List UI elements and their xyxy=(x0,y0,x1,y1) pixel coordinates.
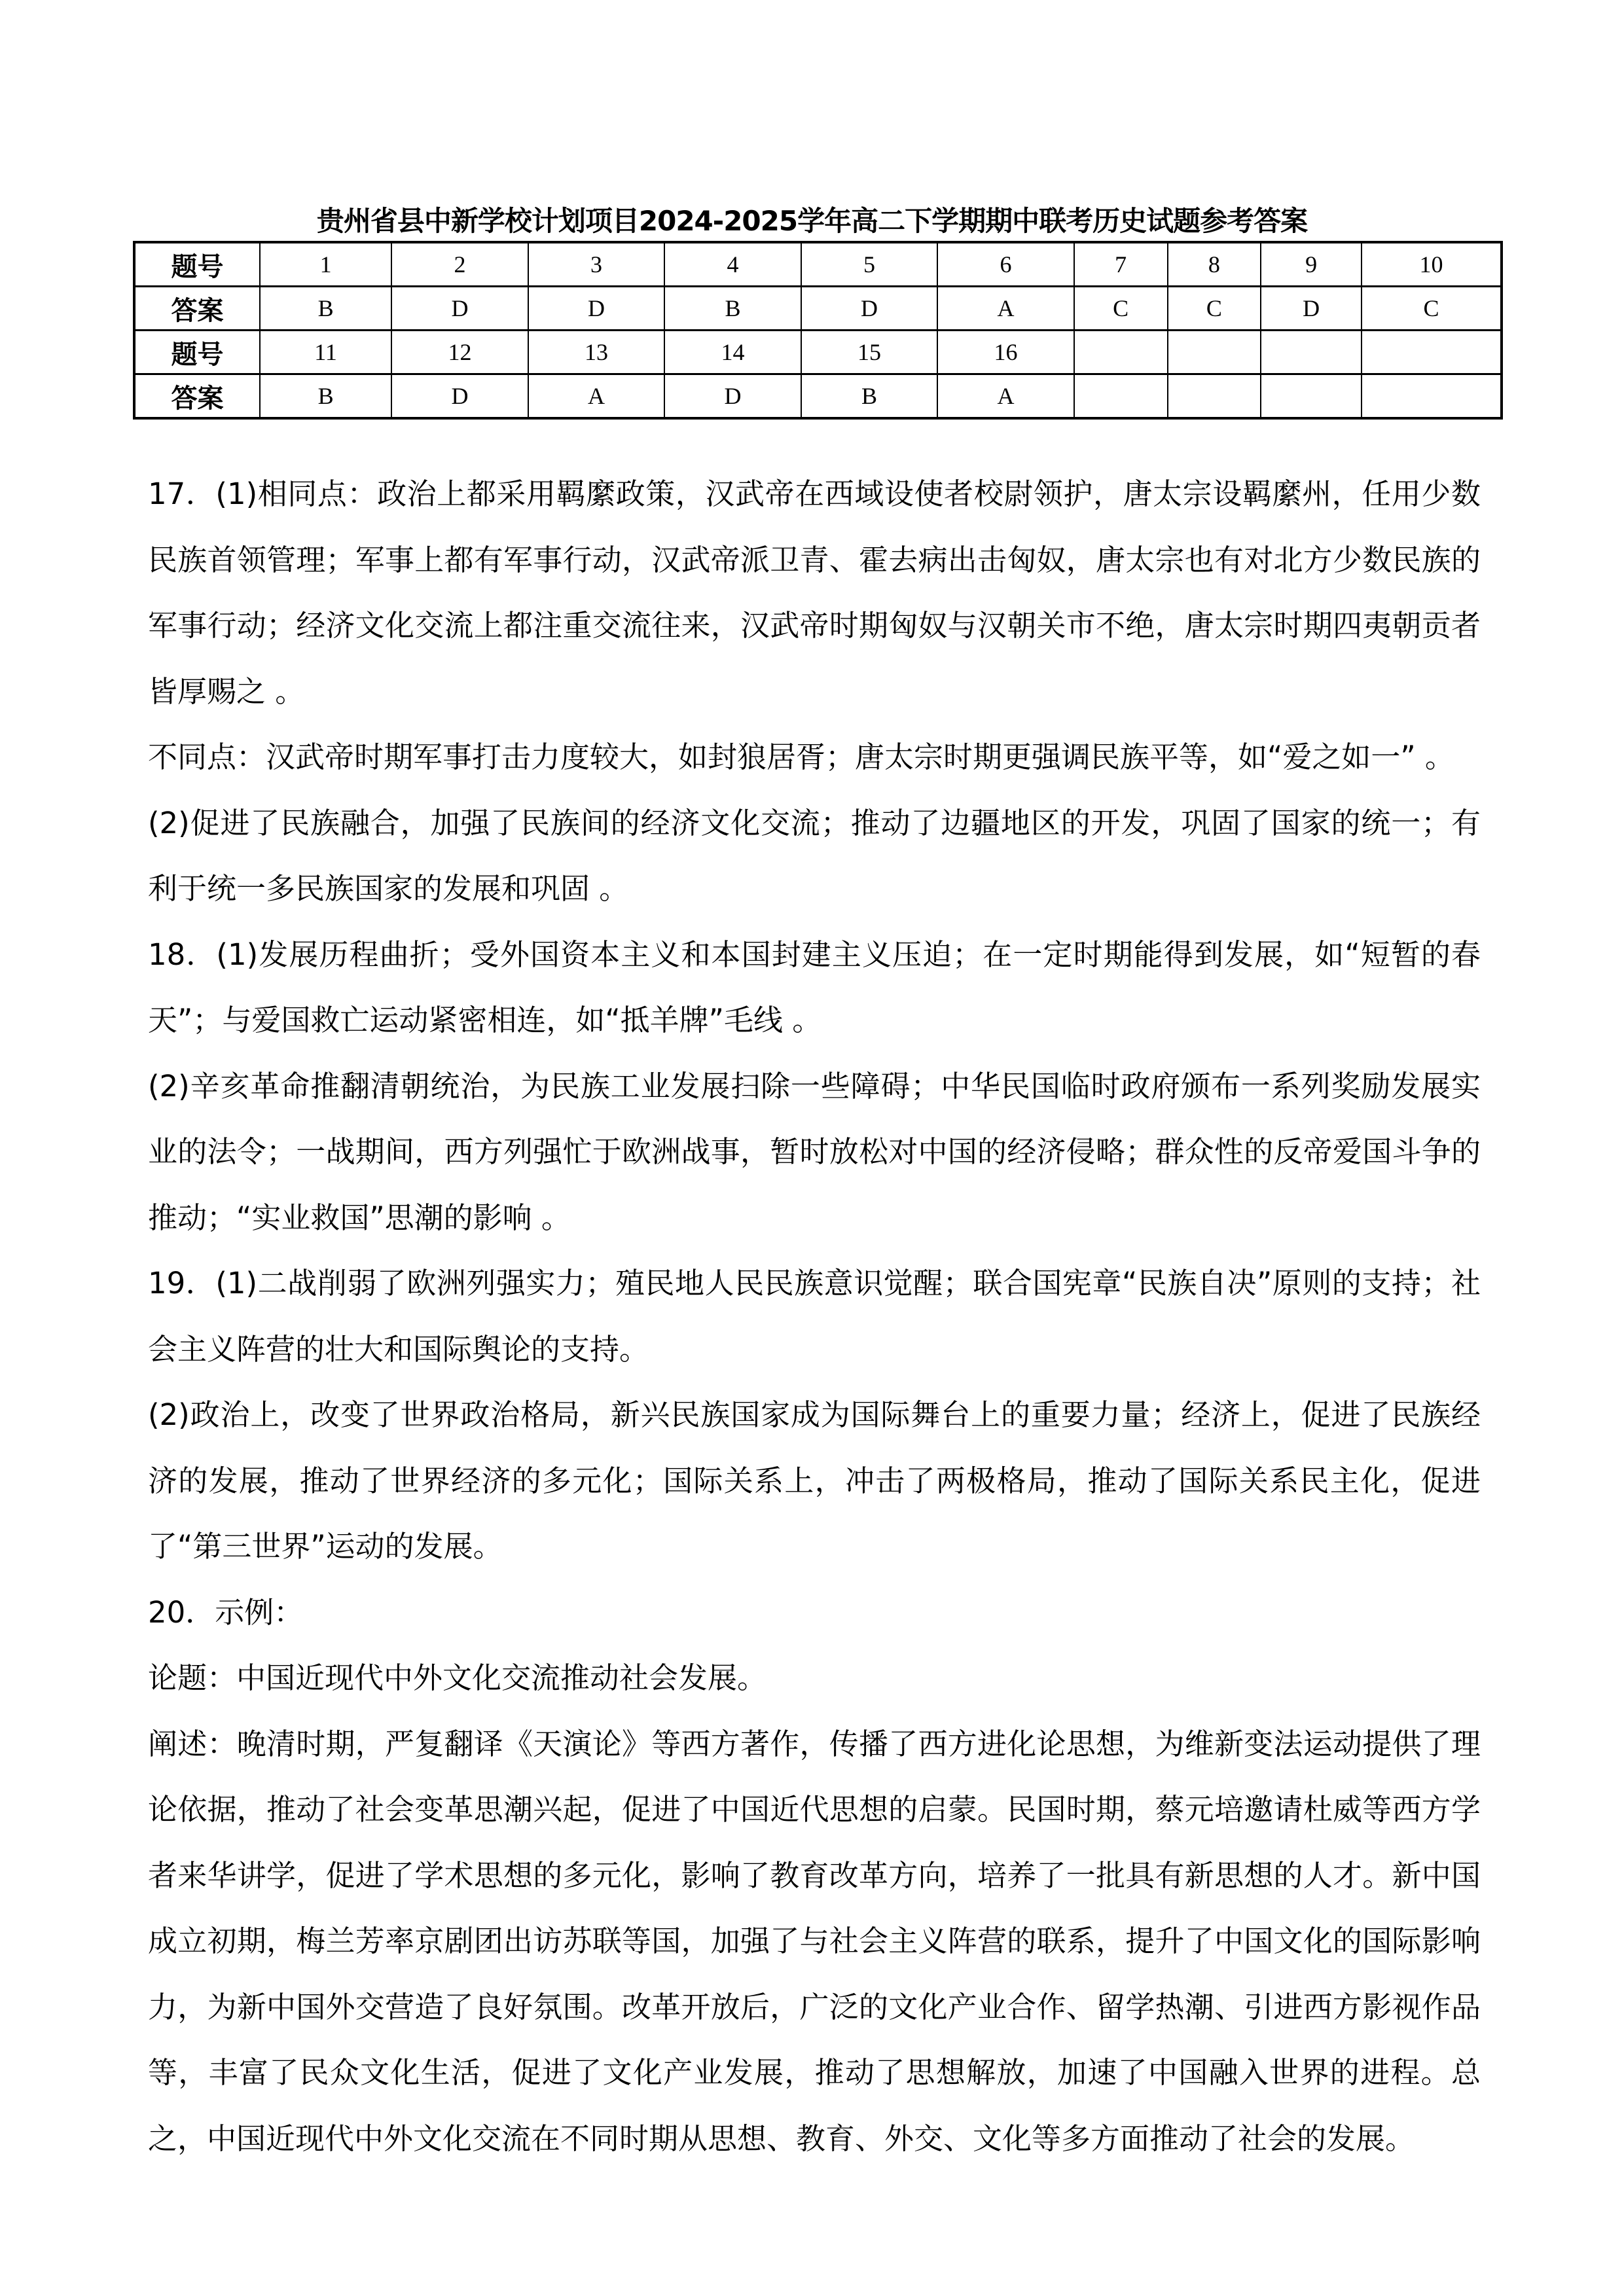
paragraph-19-2: (2)政治上，改变了世界政治格局，新兴民族国家成为国际舞台上的重要力量；经济上，促进了民族经济的发展，推动了世界经济的多元化；国际关系上，冲击了两极格局，推动了国际关系民主化，促进了“第三世界”运动的发展。 xyxy=(148,1397,1481,1564)
paragraph-18-1: 18．(1)发展历程曲折；受外国资本主义和本国封建主义压迫；在一定时期能得到发展，如“短暂的春天”；与爱国救亡运动紧密相连，如“抵羊牌”毛线 。 xyxy=(148,937,1481,1037)
number-cell xyxy=(1168,331,1261,374)
answer-cell: D xyxy=(801,287,938,331)
answer-cell: B xyxy=(260,287,391,331)
number-cell: 13 xyxy=(528,331,665,374)
answer-cell: A xyxy=(937,287,1074,331)
answer-body xyxy=(148,461,1481,2172)
answer-cell: D xyxy=(391,374,528,419)
number-cell: 8 xyxy=(1168,242,1261,287)
number-cell: 2 xyxy=(391,242,528,287)
number-cell: 11 xyxy=(260,331,391,374)
number-row xyxy=(134,331,1502,374)
answer-cell: A xyxy=(528,374,665,419)
number-cell xyxy=(1362,331,1502,374)
paragraph-17-diff: 不同点：汉武帝时期军事打击力度较大，如封狼居胥；唐太宗时期更强调民族平等，如“爱之如一” 。 xyxy=(148,740,1454,774)
number-cell: 5 xyxy=(801,242,938,287)
number-cell: 6 xyxy=(937,242,1074,287)
answer-row-header: 答案 xyxy=(134,374,260,419)
answer-cell: D xyxy=(391,287,528,331)
number-cell: 4 xyxy=(664,242,801,287)
answer-cell: C xyxy=(1362,287,1502,331)
answer-cell: C xyxy=(1168,287,1261,331)
answer-cell: D xyxy=(528,287,665,331)
number-row xyxy=(134,242,1502,287)
answer-cell: D xyxy=(664,374,801,419)
answer-cell: A xyxy=(937,374,1074,419)
document-title: 贵州省县中新学校计划项目2024-2025学年高二下学期期中联考历史试题参考答案 xyxy=(316,205,1308,237)
paragraph-18-2: (2)辛亥革命推翻清朝统治，为民族工业发展扫除一些障碍；中华民国临时政府颁布一系列奖励发展实业的法令；一战期间，西方列强忙于欧洲战事，暂时放松对中国的经济侵略；群众性的反帝爱国斗争的推动；“实业救国”思潮的影响 。 xyxy=(148,1068,1481,1235)
number-cell: 1 xyxy=(260,242,391,287)
answer-cell: B xyxy=(664,287,801,331)
answer-cell xyxy=(1261,374,1362,419)
paragraph-17-1: 17．(1)相同点：政治上都采用羁縻政策，汉武帝在西域设使者校尉领护，唐太宗设羁縻州，任用少数民族首领管理；军事上都有军事行动，汉武帝派卫青、霍去病出击匈奴，唐太宗也有对北方少数民族的军事行动；经济文化交流上都注重交流往来，汉武帝时期匈奴与汉朝关市不绝，唐太宗时期四夷朝贡者皆厚赐之 。 xyxy=(148,476,1481,709)
number-cell: 10 xyxy=(1362,242,1502,287)
answer-cell: B xyxy=(260,374,391,419)
paragraph-20-heading: 20．示例： xyxy=(148,1594,304,1630)
answer-table xyxy=(133,241,1503,420)
number-cell: 3 xyxy=(528,242,665,287)
answer-cell xyxy=(1074,374,1168,419)
number-row-header: 题号 xyxy=(134,331,260,374)
number-cell: 16 xyxy=(937,331,1074,374)
number-cell: 15 xyxy=(801,331,938,374)
number-cell: 9 xyxy=(1261,242,1362,287)
number-row-header: 题号 xyxy=(134,242,260,287)
number-cell: 7 xyxy=(1074,242,1168,287)
answer-cell: D xyxy=(1261,287,1362,331)
number-cell: 12 xyxy=(391,331,528,374)
answer-cell: C xyxy=(1074,287,1168,331)
number-cell xyxy=(1074,331,1168,374)
number-cell: 14 xyxy=(664,331,801,374)
paragraph-20-essay: 阐述：晚清时期，严复翻译《天演论》等西方著作，传播了西方进化论思想，为维新变法运动提供了理论依据，推动了社会变革思潮兴起，促进了中国近代思想的启蒙。民国时期，蔡元培邀请杜威等西方学者来华讲学，促进了学术思想的多元化，影响了教育改革方向，培养了一批具有新思想的人才。新中国成立初期，梅兰芳率京剧团出访苏联等国，加强了与社会主义阵营的联系，提升了中国文化的国际影响力，为新中国外交营造了良好氛围。改革开放后，广泛的文化产业合作、留学热潮、引进西方影视作品等，丰富了民众文化生活，促进了文化产业发展，推动了思想解放，加速了中国融入世界的进程。总之，中国近现代中外文化交流在不同时期从思想、教育、外交、文化等多方面推动了社会的发展。 xyxy=(148,1726,1481,2156)
answer-row xyxy=(134,374,1502,419)
answer-cell xyxy=(1362,374,1502,419)
paragraph-20-thesis: 论题：中国近现代中外文化交流推动社会发展。 xyxy=(148,1660,767,1695)
answer-row xyxy=(134,287,1502,331)
number-cell xyxy=(1261,331,1362,374)
answer-cell xyxy=(1168,374,1261,419)
answer-cell: B xyxy=(801,374,938,419)
paragraph-17-2: (2)促进了民族融合，加强了民族间的经济文化交流；推动了边疆地区的开发，巩固了国家的统一；有利于统一多民族国家的发展和巩固 。 xyxy=(148,805,1481,906)
paragraph-19-1: 19．(1)二战削弱了欧洲列强实力；殖民地人民民族意识觉醒；联合国宪章“民族自决”原则的支持；社会主义阵营的壮大和国际舆论的支持。 xyxy=(148,1266,1481,1367)
answer-row-header: 答案 xyxy=(134,287,260,331)
